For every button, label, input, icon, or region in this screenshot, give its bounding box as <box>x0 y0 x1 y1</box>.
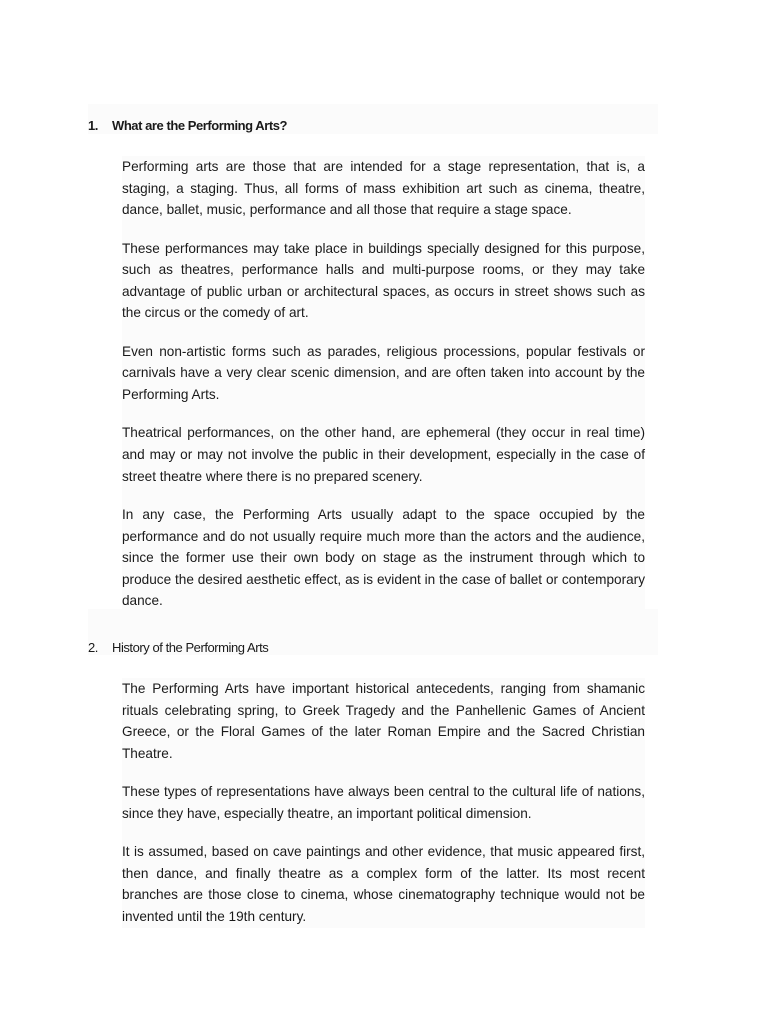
section-1-paragraph: In any case, the Performing Arts usually adapt to the space occupied by the performance and do not usually require much more than the actors and the audience, since the former use their own body on stage as the instrument through which to produce the desired aesthetic effect, as is evident in the case of ballet or contemporary dance. <box>122 506 645 609</box>
section-1-number: 1. <box>88 118 98 133</box>
section-2-number: 2. <box>88 640 98 655</box>
section-1-paragraph: Even non-artistic forms such as parades, religious processions, popular festivals or carnivals have a very clear scenic dimension, and are often taken into account by the Performing Arts. <box>122 343 645 402</box>
section-2-paragraph: It is assumed, based on cave paintings and other evidence, that music appeared first, then dance, and finally theatre as a complex form of the latter. Its most recent branches are those close to cinema, whose cinematography technique would not be invented until the 19th century. <box>122 844 645 924</box>
section-1-paragraph: Performing arts are those that are intended for a stage representation, that is, a staging, a staging. Thus, all forms of mass exhibition art such as cinema, theatre, dance, ballet, music, performance and all those that require a stage space. <box>122 159 645 218</box>
section-1-heading <box>88 118 287 133</box>
section-2-paragraph: These types of representations have always been central to the cultural life of nations, since they have, especially theatre, an important political dimension. <box>122 784 645 821</box>
section-2-paragraph: The Performing Arts have important historical antecedents, ranging from shamanic rituals celebrating spring, to Greek Tragedy and the Panhellenic Games of Ancient Greece, or the Floral Games of the later Roman Empire and the Sacred Christian Theatre. <box>122 681 645 761</box>
section-2-title: History of the Performing Arts <box>112 640 269 655</box>
section-2-body <box>122 678 645 928</box>
section-1-paragraph: Theatrical performances, on the other hand, are ephemeral (they occur in real time) and may or may not involve the public in their development, especially in the case of street theatre where there is no prepared scenery. <box>122 425 645 484</box>
section-1-title: What are the Performing Arts? <box>112 118 287 133</box>
section-1-paragraph: These performances may take place in buildings specially designed for this purpose, such as theatres, performance halls and multi-purpose rooms, or they may take advantage of public urban or architectural spaces, as occurs in street shows such as the circus or the comedy of art. <box>122 240 645 321</box>
section-1-body <box>122 156 645 612</box>
section-2-heading <box>88 640 268 655</box>
